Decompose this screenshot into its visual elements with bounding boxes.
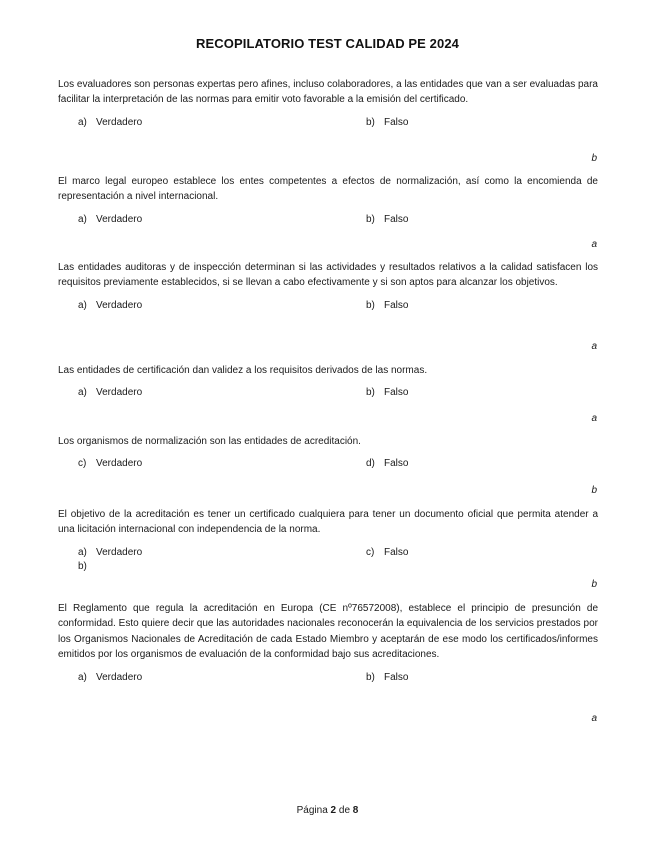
- option-text: Falso: [384, 458, 409, 470]
- question-6-option-a: [78, 547, 142, 558]
- question-4-option-b: [366, 387, 408, 398]
- question-1-option-a: [78, 117, 142, 128]
- option-text: Verdadero: [96, 546, 143, 558]
- option-letter: b): [366, 213, 375, 225]
- question-7-options: [58, 672, 598, 686]
- option-text: Falso: [384, 546, 409, 558]
- option-letter: a): [78, 213, 87, 225]
- question-1-answer: b: [591, 153, 597, 164]
- footer-page-word: Página: [296, 805, 328, 816]
- question-3-option-b: [366, 300, 408, 311]
- option-text: Verdadero: [96, 458, 143, 470]
- question-1-text: Los evaluadores son personas expertas pero afines, incluso colaboradores, a las entidades que van a ser evaluadas para facilitar la interpretación de las normas para emitir voto favorable a la emisión del certificado.: [58, 79, 598, 106]
- question-7: [58, 601, 598, 686]
- footer-of-word: de: [338, 805, 351, 816]
- option-text: Falso: [384, 387, 409, 399]
- option-letter: a): [78, 116, 87, 128]
- question-1-option-b: [366, 117, 408, 128]
- question-7-text: El Reglamento que regula la acreditación en Europa (CE nº76572008), establece el principio de presunción de conformidad. Esto quiere decir que las autoridades nacionales reconocerán la equivalencia de los servicios prestados por los Organismos Nacionales de Acreditación de cada Estado Miembro y aceptarán de ese modo los certificados/informes emitidos por los organismos de evaluación de la conformidad bajo sus acreditaciones.: [58, 603, 598, 661]
- option-letter: a): [78, 546, 87, 558]
- question-2-text: El marco legal europeo establece los entes competentes a efectos de normalización, así como la encomienda de representación a nivel internacional.: [58, 176, 598, 203]
- question-3-answer: a: [591, 341, 597, 352]
- option-letter: b): [366, 299, 375, 311]
- option-letter: a): [78, 299, 87, 311]
- question-6: [58, 507, 598, 572]
- question-4: [58, 363, 598, 401]
- option-text: Verdadero: [96, 213, 143, 225]
- question-1: [58, 77, 598, 131]
- question-3: [58, 260, 598, 314]
- option-letter: a): [78, 387, 87, 399]
- option-text: Verdadero: [96, 116, 143, 128]
- question-6-text: El objetivo de la acreditación es tener un certificado cualquiera para tener un documento oficial que permita atender a una licitación internacional con independencia de la norma.: [58, 509, 598, 536]
- option-text: Verdadero: [96, 671, 143, 683]
- question-2: [58, 174, 598, 228]
- question-4-answer: a: [591, 413, 597, 424]
- question-3-text: Las entidades auditoras y de inspección determinan si las actividades y resultados relativos a la calidad satisfacen los requisitos previamente establecidos, si se llevan a cabo efectivamente y si son aptos para alcanzar los objetivos.: [58, 262, 598, 289]
- question-5: [58, 434, 598, 472]
- option-letter: b): [78, 560, 87, 572]
- question-6-option-c: [366, 547, 408, 558]
- question-5-option-c: [78, 458, 142, 469]
- option-letter: c): [78, 458, 87, 470]
- question-6-options: [58, 546, 598, 572]
- question-2-option-a: [78, 214, 142, 225]
- question-7-answer: a: [591, 713, 597, 724]
- question-3-option-a: [78, 300, 142, 311]
- question-5-options: [58, 458, 598, 472]
- question-5-option-d: [366, 458, 408, 469]
- document-title: RECOPILATORIO TEST CALIDAD PE 2024: [196, 36, 459, 51]
- question-2-answer: a: [591, 239, 597, 250]
- question-2-option-b: [366, 214, 408, 225]
- question-5-text: Los organismos de normalización son las entidades de acreditación.: [58, 436, 361, 447]
- option-letter: b): [366, 671, 375, 683]
- option-text: Verdadero: [96, 387, 143, 399]
- option-text: Falso: [384, 213, 409, 225]
- footer-current-page: 2: [330, 805, 337, 816]
- question-3-options: [58, 300, 598, 314]
- question-6-option-b-empty: [78, 561, 96, 572]
- page-footer: [0, 805, 655, 816]
- question-7-option-a: [78, 672, 142, 683]
- question-6-answer: b: [591, 579, 597, 590]
- option-letter: c): [366, 546, 375, 558]
- question-4-option-a: [78, 387, 142, 398]
- question-4-text: Las entidades de certificación dan validez a los requisitos derivados de las normas.: [58, 365, 428, 376]
- question-4-options: [58, 387, 598, 401]
- option-text: Verdadero: [96, 299, 143, 311]
- question-7-option-b: [366, 672, 408, 683]
- question-5-answer: b: [591, 485, 597, 496]
- footer-total-pages: 8: [352, 805, 359, 816]
- question-2-options: [58, 214, 598, 228]
- option-text: Falso: [384, 116, 409, 128]
- question-1-options: [58, 117, 598, 131]
- option-letter: a): [78, 671, 87, 683]
- option-text: Falso: [384, 671, 409, 683]
- option-text: Falso: [384, 299, 409, 311]
- option-letter: b): [366, 116, 375, 128]
- option-letter: b): [366, 387, 375, 399]
- option-letter: d): [366, 458, 375, 470]
